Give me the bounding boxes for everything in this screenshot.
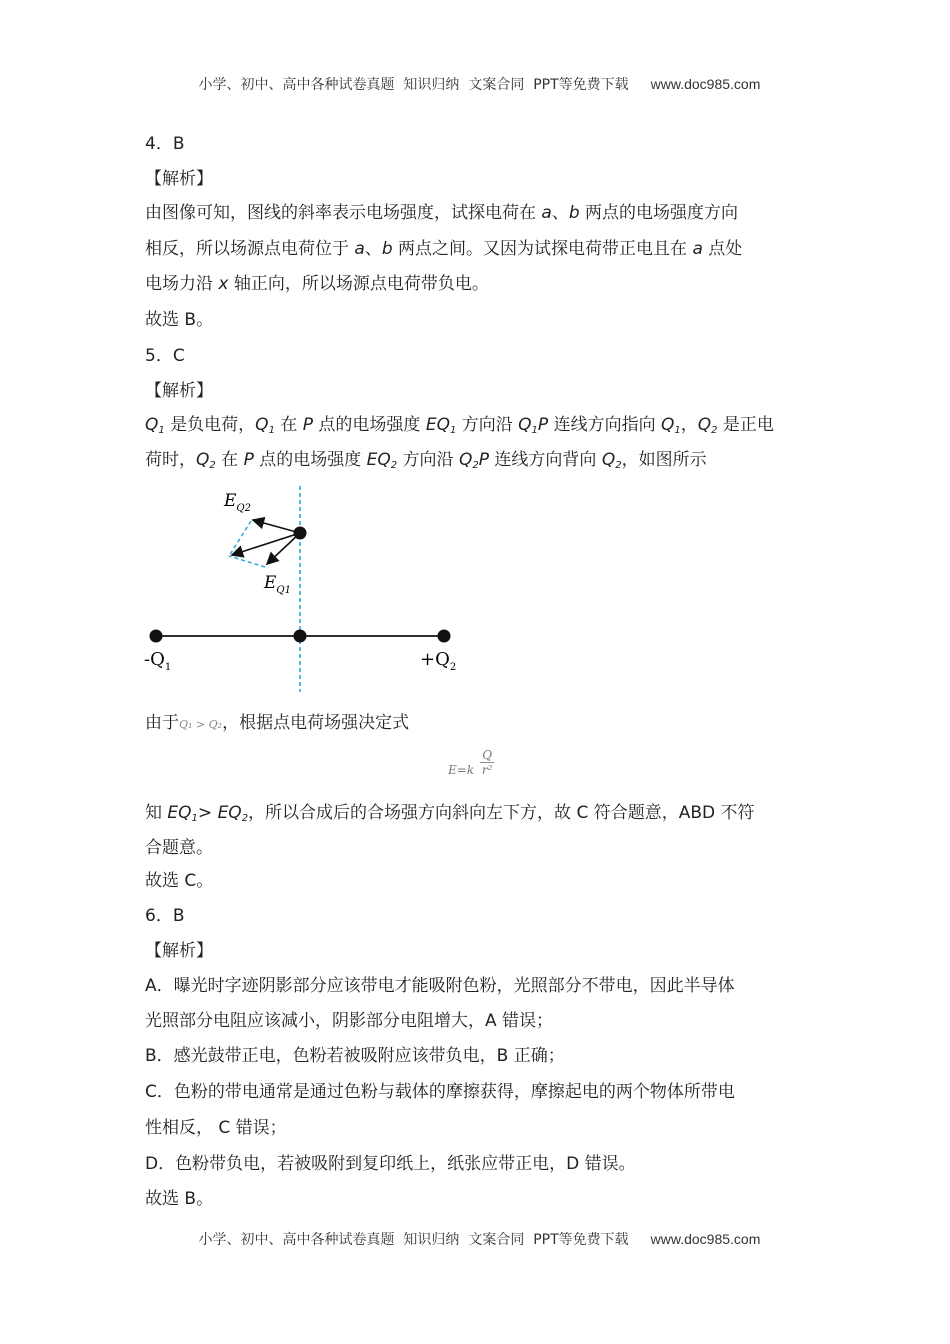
charge-q2 (438, 630, 451, 643)
midpoint (294, 630, 307, 643)
q5-line5: 合题意。 (145, 838, 213, 858)
label-pos-q2: $+Q_2$ (420, 649, 457, 673)
q5-line4: 知 $EQ_1> EQ_2$，所以合成后的合场强方向斜向左下方，故 C 符合题意，ABD 不符 (145, 803, 755, 824)
q5-line1: $Q_1$ 是负电荷，$Q_1$ 在 P 点的电场强度 $EQ_1$ 方向沿 $Q_1P$ 连线方向指向 $Q_1$，$Q_2$ 是正电 (145, 415, 774, 436)
label-neg-q1: $-Q_1$ (144, 649, 172, 673)
field-formula: E=k $\frac{Q}{\text{r²}}$ (448, 748, 493, 777)
footer-text: 小学、初中、高中各种试卷真题 知识归纳 文案合同 PPT等免费下载 (198, 1232, 629, 1248)
header-text: 小学、初中、高中各种试卷真题 知识归纳 文案合同 PPT等免费下载 (198, 77, 629, 93)
eq2-vector (253, 520, 300, 533)
q5-choice: 故选 C。 (145, 871, 214, 891)
q6-option-d: D．色粉带负电，若被吸附到复印纸上，纸张应带正电，D 错误。 (145, 1154, 636, 1174)
parallelogram-side-2 (229, 556, 265, 567)
q5-answer: 5．C (145, 346, 185, 366)
header-site: www.doc985.com (650, 76, 761, 92)
q5-analysis-label: 【解析】 (145, 381, 213, 401)
label-eq1: $E_{Q1}$ (264, 573, 291, 596)
q6-option-a-2: 光照部分电阻应该减小，阴影部分电阻增大，A 错误； (145, 1011, 554, 1031)
q4-line3: 电场力沿 x 轴正向，所以场源点电荷带负电。 (145, 274, 489, 294)
footer-site: www.doc985.com (650, 1231, 761, 1247)
page-footer (0, 1213, 950, 1249)
q4-answer: 4．B (145, 134, 185, 154)
q4-line2: 相反，所以场源点电荷位于 a、b 两点之间。又因为试探电荷带正电且在 a 点处 (145, 239, 743, 259)
q6-option-a-1: A．曝光时字迹阴影部分应该带电才能吸附色粉，光照部分不带电，因此半导体 (145, 976, 735, 996)
q6-option-c-2: 性相反， C 错误； (145, 1118, 287, 1138)
point-p (294, 527, 307, 540)
q6-analysis-label: 【解析】 (145, 941, 213, 961)
q4-choice: 故选 B。 (145, 310, 214, 330)
charge-q1 (150, 630, 163, 643)
q5-line2: 荷时，$Q_2$ 在 P 点的电场强度 $EQ_2$ 方向沿 $Q_2P$ 连线方向背向 $Q_2$，如图所示 (145, 450, 707, 471)
q4-analysis-label: 【解析】 (145, 169, 213, 189)
q6-option-b: B．感光鼓带正电，色粉若被吸附应该带负电，B 正确； (145, 1046, 565, 1066)
q6-answer: 6．B (145, 906, 185, 926)
q6-choice: 故选 B。 (145, 1189, 214, 1209)
page-header (0, 58, 950, 94)
label-eq2: $E_{Q2}$ (224, 491, 251, 514)
q6-option-c-1: C．色粉的带电通常是通过色粉与载体的摩擦获得，摩擦起电的两个物体所带电 (145, 1082, 735, 1102)
q4-line1: 由图像可知，图线的斜率表示电场强度，试探电荷在 a、b 两点的电场强度方向 (145, 203, 739, 223)
field-diagram (140, 480, 470, 700)
q5-since: 由于Q₁ > Q₂，根据点电荷场强决定式 (145, 713, 410, 733)
